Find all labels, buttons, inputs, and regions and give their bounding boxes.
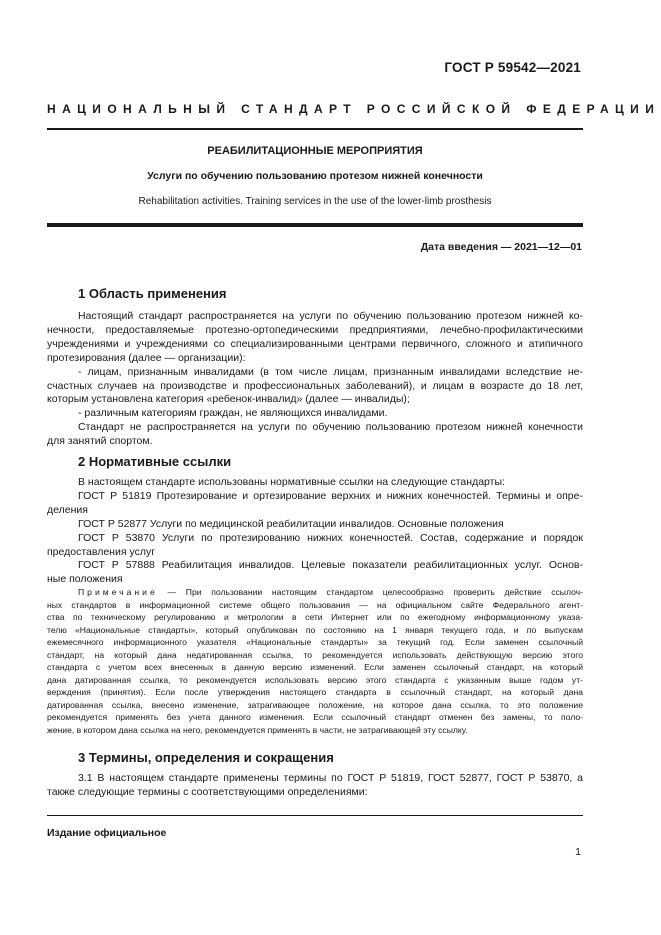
- introduction-date: Дата введения — 2021—12—01: [420, 241, 582, 253]
- note-line: жение, в котором дана ссылка на него, рекомендуется применять в части, не затрагивающей эту ссылку.: [47, 724, 468, 735]
- text-line: также следующие термины с соответствующими определениями:: [47, 785, 368, 798]
- page-number: 1: [575, 846, 581, 858]
- note-line: ства по техническому регулированию и метрологии в сети Интернет или по ежегодному информационному указа-: [47, 612, 583, 622]
- text-line: счастных случаев на производстве и профессиональных заболеваний), и лицам в возрасте до 18 лет,: [47, 379, 583, 392]
- note-block: [47, 586, 583, 736]
- text-line: - лицам, признанным инвалидами (в том числе лицам, признанным инвалидами вследствие не-: [78, 365, 583, 378]
- document-title: РЕАБИЛИТАЦИОННЫЕ МЕРОПРИЯТИЯ: [207, 145, 423, 157]
- section-2-heading: 2 Нормативные ссылки: [78, 454, 232, 469]
- text-line: - различным категориям граждан, не являющихся инвалидами.: [78, 407, 388, 420]
- text-line: нечности, предоставляемые протезно-ортопедическими предприятиями, лечебно-профилактическими: [47, 323, 583, 336]
- title-divider: [47, 223, 583, 227]
- header-divider: [47, 128, 583, 130]
- note-line: Примечание — При пользовании настоящим стандартом целесообразно проверить действие ссылоч-: [78, 587, 584, 597]
- note-line: верждения (принятия). Если после утверждения настоящего стандарта в ссылочный стандарт, на который дана: [47, 687, 583, 697]
- note-line: стандарта с учетом всех внесенных в данную версию изменений. Если заменен ссылочный стандарт, на который: [47, 662, 583, 672]
- footer-divider: [47, 815, 583, 816]
- reference-item: ГОСТ Р 57888 Реабилитация инвалидов. Целевые показатели реабилитационных услуг. Основ-: [78, 559, 583, 572]
- reference-item: ГОСТ Р 52877 Услуги по медицинской реабилитации инвалидов. Основные положения: [78, 517, 504, 530]
- reference-item: предоставления услуг: [47, 545, 156, 558]
- section-3-paragraph: [47, 772, 583, 800]
- note-line: дана датированная ссылка, то рекомендуется использовать версию этого стандарта с указанным выше годом ут-: [47, 674, 583, 685]
- document-subtitle: Услуги по обучению пользованию протезом нижней конечности: [147, 170, 483, 182]
- note-line: ежемесячного информационного указателя «Национальные стандарты» за текущий год. Если заменен ссылочный: [47, 637, 583, 647]
- normative-references: [47, 476, 583, 587]
- text-line: В настоящем стандарте использованы нормативные ссылки на следующие стандарты:: [78, 476, 505, 488]
- official-edition-label: Издание официальное: [47, 827, 167, 839]
- reference-item: ГОСТ Р 51819 Протезирование и ортезирование верхних и нижних конечностей. Термины и опре-: [78, 489, 583, 502]
- reference-item: ГОСТ Р 53870 Услуги по протезированию нижних конечностей. Состав, содержание и порядок: [78, 531, 583, 544]
- note-label: Примечание: [78, 587, 158, 597]
- note-line: датированная ссылка, внесено изменение, затрагивающее положение, на которое дана ссылка, то это положение: [47, 699, 583, 710]
- text-line: которым установлена категория «ребенок-инвалид» (далее — инвалиды);: [47, 393, 410, 406]
- standard-code: ГОСТ Р 59542—2021: [444, 60, 581, 75]
- reference-item: ные положения: [47, 573, 123, 586]
- section-1-paragraph: [47, 310, 583, 449]
- text-line: протезирования (далее — организации):: [47, 351, 246, 364]
- text-line: Настоящий стандарт распространяется на услуги по обучению пользованию протезом нижней ко-: [78, 310, 583, 322]
- note-line: рекомендуется применять без учета данного изменения. Если ссылочный стандарт отменен без замены, то поло-: [47, 712, 583, 722]
- document-title-english: Rehabilitation activities. Training services in the use of the lower-limb prosthesis: [138, 196, 492, 207]
- national-standard-line: НАЦИОНАЛЬНЫЙ СТАНДАРТ РОССИЙСКОЙ ФЕДЕРАЦИИ: [47, 102, 661, 116]
- text-line: Стандарт не распространяется на услуги по обучению пользованию протезом нижней конечности: [78, 421, 583, 434]
- section-3-heading: 3 Термины, определения и сокращения: [78, 750, 334, 765]
- note-line: ных стандартов в информационной системе общего пользования — на официальном сайте Федерального агент-: [47, 599, 583, 610]
- note-line: стандарт, на который дана недатированная ссылка, то рекомендуется использовать действующую версию этого: [47, 649, 583, 660]
- text-line: для занятий спортом.: [47, 435, 153, 448]
- note-line: телю «Национальные стандарты», который опубликован по состоянию на 1 января текущего года, и по выпускам: [47, 624, 583, 635]
- text-line: учреждениями и учреждениями со специализированными центрами первичного, сложного и атипичного: [47, 337, 583, 350]
- text-line: 3.1 В настоящем стандарте применены термины по ГОСТ Р 51819, ГОСТ 52877, ГОСТ Р 53870, а: [78, 772, 583, 784]
- reference-item: деления: [47, 503, 88, 516]
- section-1-heading: 1 Область применения: [78, 286, 227, 301]
